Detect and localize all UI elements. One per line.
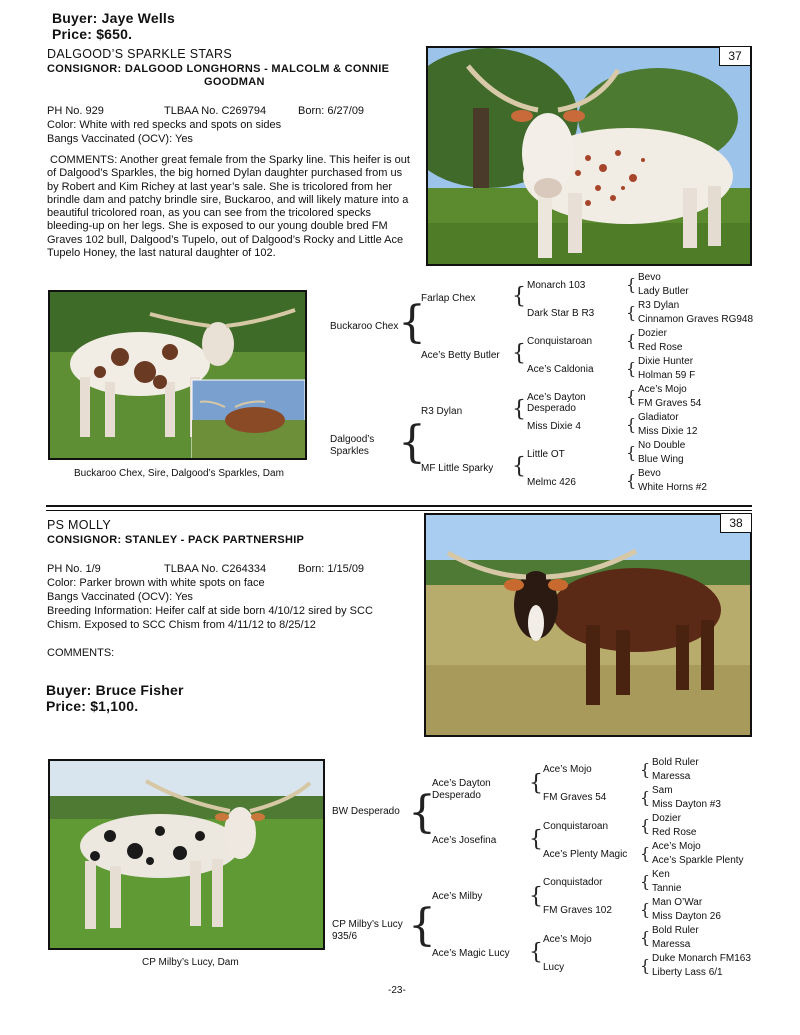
brace-icon: { bbox=[626, 387, 637, 406]
sire-and-dam-image bbox=[50, 292, 305, 458]
brace-icon: { bbox=[529, 940, 543, 965]
lot38-born: Born: 1/15/09 bbox=[298, 563, 365, 575]
lot38-ped-gen2: Ace’s Josefina bbox=[432, 835, 497, 846]
brace-icon: { bbox=[512, 454, 526, 479]
lot38-ped-gen3: Ace’s Mojo bbox=[543, 934, 592, 945]
lot38-ped-gen3: Ace’s Mojo bbox=[543, 764, 592, 775]
lot38-number-badge: 38 bbox=[720, 513, 752, 533]
comment-line: Graves 102 bull, Dalgood’s Tupelo, out of Dalgood’s Rocky and Little Ace bbox=[47, 233, 404, 246]
brace-icon: { bbox=[626, 443, 637, 462]
brace-icon: { bbox=[512, 341, 526, 366]
lot38-ped-gen2: Ace’s Dayton bbox=[432, 778, 491, 789]
lot37-ped-gen3: Melmc 426 bbox=[527, 477, 576, 488]
brace-icon: { bbox=[626, 303, 637, 322]
brace-icon: { bbox=[640, 928, 651, 947]
comment-line: Tupelo Honey, the last natural daughter of 102. bbox=[47, 247, 276, 260]
lot38-ped-dam-line2: 935/6 bbox=[332, 931, 358, 942]
lot38-dam-photo bbox=[48, 759, 325, 950]
lot38-price: Price: $1,100. bbox=[46, 698, 139, 714]
brace-icon: { bbox=[408, 787, 436, 838]
lot37-bangs: Bangs Vaccinated (OCV): Yes bbox=[47, 133, 193, 145]
lot37-ped-gen4: Bevo bbox=[638, 468, 661, 479]
lot37-ped-gen3: Monarch 103 bbox=[527, 280, 586, 291]
lot38-ped-gen4: Red Rose bbox=[652, 827, 697, 838]
brace-icon: { bbox=[640, 956, 651, 975]
lot37-ped-gen4: No Double bbox=[638, 440, 686, 451]
lot38-ped-dam-line1: CP Milby’s Lucy bbox=[332, 919, 403, 930]
lot37-ped-gen2: MF Little Sparky bbox=[421, 463, 494, 474]
longhorn-cow-white-speckled-image bbox=[428, 48, 750, 264]
lot38-ped-sire: BW Desperado bbox=[332, 806, 400, 817]
lot37-comments bbox=[47, 154, 419, 260]
lot38-comments: COMMENTS: bbox=[47, 647, 115, 659]
lot37-ped-gen4: FM Graves 54 bbox=[638, 398, 702, 409]
brace-icon: { bbox=[626, 359, 637, 378]
lot38-ped-gen2: Ace’s Magic Lucy bbox=[432, 948, 510, 959]
brace-icon: { bbox=[640, 900, 651, 919]
comment-line: beautiful tricolored roan, as you can see from the tricolored specks bbox=[47, 207, 372, 220]
lot37-ped-gen3: Little OT bbox=[527, 449, 565, 460]
lot37-ped-gen4: Ace’s Mojo bbox=[638, 384, 687, 395]
lot37-ped-gen3: Miss Dixie 4 bbox=[527, 421, 581, 432]
lot37-ph-no: PH No. 929 bbox=[47, 105, 104, 117]
lot37-main-photo bbox=[426, 46, 752, 266]
lot37-ped-gen4: Lady Butler bbox=[638, 286, 689, 297]
section-divider bbox=[46, 510, 752, 511]
dam-cp-milbys-lucy-image bbox=[50, 761, 323, 948]
lot37-buyer: Buyer: Jaye Wells bbox=[52, 10, 175, 26]
comment-line: by Robert and Kim Richey at last year’s sale. She is tricolored from her bbox=[47, 180, 393, 193]
brace-icon: { bbox=[626, 415, 637, 434]
lot38-ped-gen4: Man O’War bbox=[652, 897, 703, 908]
comment-line: bleeding-up on her legs. She is exposed to our young double bred FM bbox=[47, 220, 388, 233]
lot38-ped-gen4: Sam bbox=[652, 785, 673, 796]
brace-icon: { bbox=[398, 417, 426, 468]
brace-icon: { bbox=[626, 471, 637, 490]
lot38-consignor: CONSIGNOR: STANLEY - PACK PARTNERSHIP bbox=[47, 534, 305, 546]
lot37-ped-gen3: Desperado bbox=[527, 403, 576, 414]
lot38-ped-gen3: Conquistador bbox=[543, 877, 603, 888]
lot37-ped-dam-line1: Dalgood’s bbox=[330, 434, 375, 445]
lot38-main-photo bbox=[424, 513, 752, 737]
lot38-name: PS MOLLY bbox=[47, 518, 111, 532]
lot38-ped-gen3: FM Graves 102 bbox=[543, 905, 612, 916]
lot37-ped-gen4: Dozier bbox=[638, 328, 667, 339]
lot38-ped-gen3: Ace’s Plenty Magic bbox=[543, 849, 628, 860]
brace-icon: { bbox=[640, 816, 651, 835]
lot38-ped-gen4: Liberty Lass 6/1 bbox=[652, 967, 723, 978]
lot37-born: Born: 6/27/09 bbox=[298, 105, 365, 117]
lot38-ped-gen3: FM Graves 54 bbox=[543, 792, 607, 803]
lot37-price: Price: $650. bbox=[52, 26, 133, 42]
brace-icon: { bbox=[529, 827, 543, 852]
longhorn-cow-brown-image bbox=[426, 515, 750, 735]
lot38-ped-gen2: Desperado bbox=[432, 790, 481, 801]
lot37-ped-gen3: Ace’s Caldonia bbox=[527, 364, 594, 375]
lot37-name: DALGOOD’S SPARKLE STARS bbox=[47, 47, 232, 61]
lot38-ped-gen4: Bold Ruler bbox=[652, 925, 699, 936]
brace-icon: { bbox=[408, 900, 436, 951]
comment-line: COMMENTS: Another great female from the Sparky line. This heifer is out bbox=[47, 154, 410, 166]
lot38-ped-gen4: Ace’s Sparkle Plenty bbox=[652, 855, 744, 866]
lot37-ped-gen3: Ace’s Dayton bbox=[527, 392, 586, 403]
comment-line: of Dalgood’s Sparkles, the big horned Dylan daughter purchased from us bbox=[47, 167, 403, 180]
lot37-ped-gen4: Dixie Hunter bbox=[638, 356, 694, 367]
lot38-breeding-line2: Chism. Exposed to SCC Chism from 4/11/12 to 8/25/12 bbox=[47, 619, 316, 631]
lot38-ped-gen4: Duke Monarch FM163 bbox=[652, 953, 751, 964]
brace-icon: { bbox=[640, 760, 651, 779]
lot37-ped-gen4: Gladiator bbox=[638, 412, 679, 423]
comment-line: brindle dam and patchy brindle sire, Buckaroo, and will likely mature into a bbox=[47, 193, 409, 206]
lot38-bangs: Bangs Vaccinated (OCV): Yes bbox=[47, 591, 193, 603]
page-number: -23- bbox=[388, 985, 406, 996]
brace-icon: { bbox=[512, 284, 526, 309]
brace-icon: { bbox=[529, 884, 543, 909]
lot38-tlbaa-no: TLBAA No. C264334 bbox=[164, 563, 267, 575]
lot38-ped-gen4: Maressa bbox=[652, 771, 691, 782]
lot38-ped-gen3: Lucy bbox=[543, 962, 565, 973]
lot37-ped-gen4: Red Rose bbox=[638, 342, 683, 353]
lot37-ped-gen4: Miss Dixie 12 bbox=[638, 426, 698, 437]
section-divider bbox=[46, 505, 752, 507]
lot37-ped-gen2: R3 Dylan bbox=[421, 406, 463, 417]
lot38-ped-gen2: Ace’s Milby bbox=[432, 891, 483, 902]
lot37-ped-sire: Buckaroo Chex bbox=[330, 321, 399, 332]
lot37-number-badge: 37 bbox=[719, 46, 751, 66]
lot38-ped-gen3: Conquistaroan bbox=[543, 821, 609, 832]
lot37-consignor-line2: GOODMAN bbox=[204, 76, 265, 88]
lot38-ped-gen4: Bold Ruler bbox=[652, 757, 699, 768]
lot38-breeding-line1: Breeding Information: Heifer calf at side born 4/10/12 sired by SCC bbox=[47, 605, 373, 617]
brace-icon: { bbox=[640, 788, 651, 807]
brace-icon: { bbox=[626, 331, 637, 350]
lot37-ped-gen4: Bevo bbox=[638, 272, 661, 283]
lot37-color: Color: White with red specks and spots on sides bbox=[47, 119, 282, 131]
lot37-photo-caption: Buckaroo Chex, Sire, Dalgood’s Sparkles, Dam bbox=[74, 468, 284, 479]
lot37-ped-gen4: Blue Wing bbox=[638, 454, 684, 465]
lot37-ped-gen4: R3 Dylan bbox=[638, 300, 680, 311]
lot38-ped-gen4: Ken bbox=[652, 869, 670, 880]
lot38-ped-gen4: Tannie bbox=[652, 883, 682, 894]
lot38-ped-gen4: Miss Dayton 26 bbox=[652, 911, 721, 922]
lot37-ped-gen2: Farlap Chex bbox=[421, 293, 476, 304]
lot38-buyer: Buyer: Bruce Fisher bbox=[46, 682, 184, 698]
brace-icon: { bbox=[398, 297, 426, 348]
brace-icon: { bbox=[640, 844, 651, 863]
lot37-ped-gen3: Dark Star B R3 bbox=[527, 308, 595, 319]
lot38-ph-no: PH No. 1/9 bbox=[47, 563, 101, 575]
lot37-ped-dam-line2: Sparkles bbox=[330, 446, 369, 457]
lot38-ped-gen4: Ace’s Mojo bbox=[652, 841, 701, 852]
lot37-consignor-line1: CONSIGNOR: DALGOOD LONGHORNS - MALCOLM & CONNIE bbox=[47, 63, 390, 75]
brace-icon: { bbox=[529, 771, 543, 796]
lot37-ped-gen4: Holman 59 F bbox=[638, 370, 696, 381]
lot38-photo-caption: CP Milby’s Lucy, Dam bbox=[142, 957, 239, 968]
lot37-ped-gen4: White Horns #2 bbox=[638, 482, 707, 493]
brace-icon: { bbox=[626, 275, 637, 294]
lot38-color: Color: Parker brown with white spots on face bbox=[47, 577, 265, 589]
lot37-tlbaa-no: TLBAA No. C269794 bbox=[164, 105, 267, 117]
lot38-ped-gen4: Maressa bbox=[652, 939, 691, 950]
lot37-ped-gen2: Ace’s Betty Butler bbox=[421, 350, 500, 361]
lot37-parents-photo bbox=[48, 290, 307, 460]
brace-icon: { bbox=[512, 397, 526, 422]
lot38-ped-gen4: Dozier bbox=[652, 813, 681, 824]
lot38-ped-gen4: Miss Dayton #3 bbox=[652, 799, 721, 810]
lot37-ped-gen3: Conquistaroan bbox=[527, 336, 593, 347]
lot37-ped-gen4: Cinnamon Graves RG948 bbox=[638, 314, 754, 325]
brace-icon: { bbox=[640, 872, 651, 891]
